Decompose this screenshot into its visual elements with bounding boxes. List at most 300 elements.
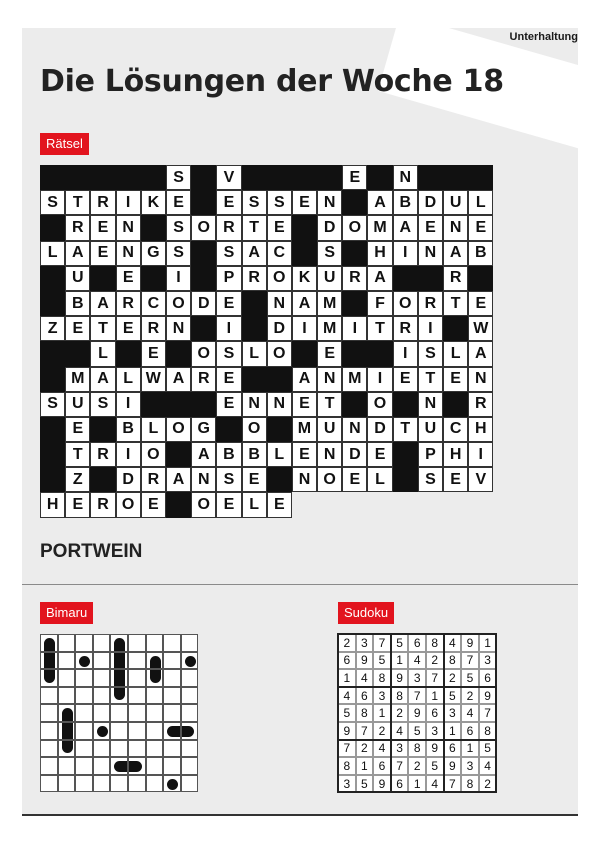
crossword-letter-cell: L [468, 190, 493, 215]
crossword-label: Rätsel [40, 133, 89, 155]
bimaru-ship-part [150, 656, 161, 669]
crossword-letter-cell: M [317, 291, 342, 316]
sudoku-cell: 1 [391, 652, 409, 670]
crossword-black-cell [116, 341, 141, 366]
sudoku-cell: 3 [391, 740, 409, 758]
bimaru-cell [110, 704, 128, 722]
crossword-black-cell [342, 190, 367, 215]
crossword-letter-cell: O [393, 291, 418, 316]
sudoku-cell: 1 [373, 704, 391, 722]
bimaru-cell [163, 775, 181, 793]
bimaru-cell [146, 634, 164, 652]
crossword-letter-cell: O [317, 467, 342, 492]
crossword-letter-cell: E [90, 215, 115, 240]
bimaru-cell [58, 704, 76, 722]
bimaru-cell [93, 652, 111, 670]
crossword-letter-cell: U [65, 266, 90, 291]
crossword-black-cell [40, 367, 65, 392]
crossword-letter-cell: R [90, 190, 115, 215]
bimaru-cell [110, 775, 128, 793]
crossword-letter-cell: G [141, 241, 166, 266]
bimaru-cell [58, 652, 76, 670]
crossword-letter-cell: S [216, 241, 241, 266]
sudoku-cell: 1 [338, 669, 356, 687]
sudoku-cell: 4 [426, 775, 444, 793]
bimaru-cell [40, 687, 58, 705]
crossword-black-cell [242, 316, 267, 341]
bimaru-ship-part [62, 741, 73, 754]
crossword-letter-cell: A [166, 367, 191, 392]
crossword-letter-cell: O [166, 291, 191, 316]
sudoku-cell: 7 [356, 722, 374, 740]
sudoku-cell: 8 [391, 687, 409, 705]
bimaru-cell [75, 687, 93, 705]
crossword-letter-cell: I [166, 266, 191, 291]
bimaru-ship-single [97, 726, 108, 737]
crossword-letter-cell: E [342, 467, 367, 492]
sudoku-cell: 3 [356, 634, 374, 652]
sudoku-cell: 6 [426, 704, 444, 722]
crossword-letter-cell: I [367, 367, 392, 392]
sudoku-cell: 2 [373, 722, 391, 740]
sudoku-cell: 4 [461, 704, 479, 722]
sudoku-cell: 2 [444, 669, 462, 687]
sudoku-cell: 7 [408, 687, 426, 705]
crossword-letter-cell: E [90, 241, 115, 266]
bimaru-cell [181, 634, 199, 652]
sudoku-cell: 3 [373, 687, 391, 705]
crossword-black-cell [191, 241, 216, 266]
bimaru-ship-part [44, 670, 55, 683]
crossword-letter-cell: P [216, 266, 241, 291]
bimaru-cell [75, 652, 93, 670]
crossword-black-cell [292, 241, 317, 266]
bimaru-cell [181, 704, 199, 722]
crossword-grid [40, 165, 493, 518]
crossword-letter-cell: I [216, 316, 241, 341]
crossword-letter-cell: E [141, 341, 166, 366]
crossword-letter-cell: M [367, 215, 392, 240]
bimaru-cell [163, 669, 181, 687]
crossword-black-cell [90, 467, 115, 492]
crossword-letter-cell: E [267, 215, 292, 240]
crossword-letter-cell: C [443, 417, 468, 442]
crossword-letter-cell: O [191, 341, 216, 366]
crossword-black-cell [267, 367, 292, 392]
crossword-letter-cell: O [116, 492, 141, 517]
crossword-black-cell [242, 291, 267, 316]
crossword-letter-cell: O [267, 341, 292, 366]
crossword-black-cell [342, 241, 367, 266]
crossword-letter-cell: E [468, 215, 493, 240]
crossword-letter-cell: N [317, 442, 342, 467]
crossword-empty [393, 492, 418, 517]
crossword-letter-cell: R [216, 215, 241, 240]
sudoku-cell: 1 [444, 722, 462, 740]
crossword-letter-cell: D [267, 316, 292, 341]
bimaru-cell [40, 669, 58, 687]
sudoku-cell: 7 [426, 669, 444, 687]
crossword-letter-cell: R [90, 492, 115, 517]
crossword-letter-cell: H [443, 442, 468, 467]
sudoku-cell: 8 [356, 704, 374, 722]
crossword-letter-cell: L [141, 417, 166, 442]
crossword-empty [367, 492, 392, 517]
bimaru-cell [128, 634, 146, 652]
crossword-letter-cell: S [166, 165, 191, 190]
crossword-letter-cell: T [65, 190, 90, 215]
bimaru-cell [163, 757, 181, 775]
bimaru-cell [40, 775, 58, 793]
bimaru-cell [58, 669, 76, 687]
sudoku-cell: 5 [356, 775, 374, 793]
sudoku-cell: 5 [444, 687, 462, 705]
page-title: Die Lösungen der Woche 18 [40, 64, 504, 99]
crossword-letter-cell: S [216, 341, 241, 366]
sudoku-cell: 2 [408, 757, 426, 775]
bimaru-cell [163, 704, 181, 722]
sudoku-cell: 7 [461, 652, 479, 670]
crossword-letter-cell: S [242, 190, 267, 215]
crossword-letter-cell: N [166, 316, 191, 341]
crossword-letter-cell: V [468, 467, 493, 492]
bimaru-cell [40, 634, 58, 652]
crossword-black-cell [443, 316, 468, 341]
crossword-letter-cell: M [292, 417, 317, 442]
crossword-black-cell [166, 341, 191, 366]
sudoku-cell: 3 [426, 722, 444, 740]
bimaru-cell [128, 775, 146, 793]
crossword-letter-cell: U [317, 266, 342, 291]
crossword-letter-cell: E [216, 190, 241, 215]
crossword-letter-cell: E [216, 392, 241, 417]
bimaru-cell [110, 634, 128, 652]
crossword-letter-cell: S [40, 392, 65, 417]
bimaru-cell [93, 740, 111, 758]
crossword-letter-cell: Z [65, 467, 90, 492]
bimaru-ship-part [129, 761, 142, 772]
bimaru-cell [181, 740, 199, 758]
bimaru-ship-part [114, 638, 125, 651]
bimaru-cell [93, 687, 111, 705]
crossword-letter-cell: D [367, 417, 392, 442]
crossword-letter-cell: F [367, 291, 392, 316]
bimaru-cell [58, 775, 76, 793]
crossword-black-cell [65, 341, 90, 366]
bimaru-ship-part [182, 726, 195, 737]
bimaru-cell [146, 775, 164, 793]
crossword-letter-cell: E [292, 392, 317, 417]
crossword-letter-cell: N [242, 392, 267, 417]
crossword-solution: PORTWEIN [40, 541, 143, 562]
crossword-letter-cell: S [267, 190, 292, 215]
crossword-letter-cell: E [65, 492, 90, 517]
bimaru-cell [128, 704, 146, 722]
bimaru-cell [93, 722, 111, 740]
crossword-letter-cell: A [292, 291, 317, 316]
sudoku-cell: 6 [338, 652, 356, 670]
bimaru-label: Bimaru [40, 602, 93, 624]
sudoku-cell: 9 [444, 757, 462, 775]
sudoku-cell: 6 [408, 634, 426, 652]
crossword-black-cell [292, 165, 317, 190]
sudoku-cell: 3 [338, 775, 356, 793]
crossword-letter-cell: E [267, 492, 292, 517]
sudoku-cell: 7 [373, 634, 391, 652]
bimaru-ship-part [114, 653, 125, 669]
bimaru-cell [163, 722, 181, 740]
crossword-black-cell [90, 165, 115, 190]
bimaru-cell [128, 740, 146, 758]
bimaru-cell [146, 722, 164, 740]
sudoku-cell: 4 [408, 652, 426, 670]
sudoku-cell: 6 [444, 740, 462, 758]
bimaru-ship-single [79, 656, 90, 667]
bimaru-cell [110, 687, 128, 705]
crossword-letter-cell: E [317, 341, 342, 366]
crossword-letter-cell: U [317, 417, 342, 442]
crossword-letter-cell: I [116, 392, 141, 417]
bimaru-ship-part [44, 638, 55, 651]
sudoku-cell: 6 [479, 669, 497, 687]
crossword-black-cell [292, 215, 317, 240]
sudoku-cell: 1 [408, 775, 426, 793]
crossword-letter-cell: R [191, 367, 216, 392]
crossword-letter-cell: V [216, 165, 241, 190]
sudoku-cell: 2 [479, 775, 497, 793]
crossword-black-cell [166, 492, 191, 517]
crossword-black-cell [141, 165, 166, 190]
bimaru-cell [75, 740, 93, 758]
crossword-letter-cell: O [242, 417, 267, 442]
crossword-letter-cell: W [141, 367, 166, 392]
crossword-letter-cell: L [90, 341, 115, 366]
bimaru-cell [93, 704, 111, 722]
crossword-black-cell [393, 442, 418, 467]
bimaru-cell [181, 722, 199, 740]
bimaru-cell [75, 722, 93, 740]
crossword-letter-cell: D [342, 442, 367, 467]
sudoku-cell: 5 [479, 740, 497, 758]
crossword-black-cell [342, 291, 367, 316]
crossword-black-cell [317, 165, 342, 190]
crossword-letter-cell: E [367, 442, 392, 467]
crossword-letter-cell: B [216, 442, 241, 467]
bimaru-cell [40, 722, 58, 740]
crossword-letter-cell: P [418, 442, 443, 467]
crossword-black-cell [40, 467, 65, 492]
sudoku-cell: 4 [338, 687, 356, 705]
crossword-black-cell [40, 417, 65, 442]
crossword-letter-cell: B [242, 442, 267, 467]
sudoku-cell: 3 [479, 652, 497, 670]
crossword-letter-cell: E [216, 291, 241, 316]
sudoku-cell: 3 [461, 757, 479, 775]
crossword-letter-cell: G [191, 417, 216, 442]
sudoku-cell: 5 [461, 669, 479, 687]
sudoku-cell: 4 [479, 757, 497, 775]
crossword-letter-cell: E [292, 442, 317, 467]
crossword-letter-cell: A [367, 266, 392, 291]
crossword-letter-cell: N [267, 392, 292, 417]
bimaru-cell [58, 687, 76, 705]
bimaru-cell [93, 669, 111, 687]
sudoku-cell: 4 [356, 669, 374, 687]
bimaru-cell [93, 757, 111, 775]
crossword-letter-cell: A [292, 367, 317, 392]
crossword-letter-cell: T [367, 316, 392, 341]
crossword-letter-cell: K [292, 266, 317, 291]
bimaru-cell [110, 740, 128, 758]
sudoku-cell: 7 [391, 757, 409, 775]
crossword-letter-cell: H [468, 417, 493, 442]
bimaru-ship-part [150, 670, 161, 683]
bimaru-cell [58, 634, 76, 652]
sudoku-grid [338, 634, 496, 792]
bimaru-cell [40, 704, 58, 722]
crossword-letter-cell: S [418, 467, 443, 492]
sudoku-cell: 5 [426, 757, 444, 775]
crossword-letter-cell: E [393, 367, 418, 392]
crossword-black-cell [166, 392, 191, 417]
crossword-letter-cell: O [166, 417, 191, 442]
bimaru-cell [163, 652, 181, 670]
crossword-letter-cell: A [242, 241, 267, 266]
crossword-black-cell [40, 266, 65, 291]
crossword-letter-cell: A [90, 291, 115, 316]
crossword-letter-cell: T [65, 442, 90, 467]
sudoku-cell: 6 [391, 775, 409, 793]
crossword-black-cell [393, 392, 418, 417]
crossword-black-cell [40, 442, 65, 467]
sudoku-cell: 9 [408, 704, 426, 722]
crossword-letter-cell: U [65, 392, 90, 417]
crossword-letter-cell: L [443, 341, 468, 366]
crossword-black-cell [443, 392, 468, 417]
sudoku-cell: 7 [338, 740, 356, 758]
crossword-letter-cell: C [141, 291, 166, 316]
crossword-letter-cell: E [116, 316, 141, 341]
crossword-letter-cell: T [418, 367, 443, 392]
crossword-letter-cell: A [90, 367, 115, 392]
crossword-black-cell [468, 266, 493, 291]
bimaru-cell [58, 722, 76, 740]
crossword-letter-cell: N [393, 165, 418, 190]
sudoku-cell: 8 [408, 740, 426, 758]
crossword-letter-cell: T [242, 215, 267, 240]
crossword-letter-cell: S [166, 241, 191, 266]
sudoku-cell: 9 [426, 740, 444, 758]
sudoku-cell: 8 [444, 652, 462, 670]
crossword-letter-cell: R [418, 291, 443, 316]
bimaru-cell [58, 757, 76, 775]
crossword-letter-cell: S [418, 341, 443, 366]
sudoku-cell: 4 [373, 740, 391, 758]
crossword-letter-cell: R [342, 266, 367, 291]
crossword-black-cell [267, 467, 292, 492]
crossword-letter-cell: A [468, 341, 493, 366]
crossword-letter-cell: B [65, 291, 90, 316]
bimaru-cell [93, 634, 111, 652]
crossword-black-cell [342, 392, 367, 417]
bimaru-cell [128, 687, 146, 705]
bimaru-cell [58, 740, 76, 758]
crossword-letter-cell: N [191, 467, 216, 492]
crossword-letter-cell: N [116, 215, 141, 240]
crossword-black-cell [191, 392, 216, 417]
sudoku-cell: 9 [338, 722, 356, 740]
crossword-letter-cell: E [443, 467, 468, 492]
crossword-letter-cell: M [342, 367, 367, 392]
crossword-empty [468, 492, 493, 517]
crossword-letter-cell: W [468, 316, 493, 341]
crossword-letter-cell: S [166, 215, 191, 240]
crossword-letter-cell: O [191, 492, 216, 517]
bimaru-cell [110, 722, 128, 740]
crossword-letter-cell: S [40, 190, 65, 215]
crossword-black-cell [191, 190, 216, 215]
sudoku-cell: 8 [461, 775, 479, 793]
crossword-letter-cell: R [65, 215, 90, 240]
crossword-letter-cell: N [116, 241, 141, 266]
sudoku-cell: 1 [426, 687, 444, 705]
bimaru-ship-part [62, 708, 73, 721]
bimaru-cell [75, 775, 93, 793]
crossword-letter-cell: D [116, 467, 141, 492]
crossword-letter-cell: T [90, 316, 115, 341]
sudoku-cell: 2 [391, 704, 409, 722]
crossword-letter-cell: E [443, 367, 468, 392]
crossword-letter-cell: R [468, 392, 493, 417]
bottom-rule [22, 814, 578, 816]
crossword-letter-cell: T [317, 392, 342, 417]
crossword-black-cell [367, 165, 392, 190]
sudoku-cell: 5 [391, 634, 409, 652]
crossword-letter-cell: L [242, 492, 267, 517]
sudoku-cell: 9 [479, 687, 497, 705]
bimaru-cell [181, 775, 199, 793]
crossword-letter-cell: S [317, 241, 342, 266]
crossword-letter-cell: N [267, 291, 292, 316]
crossword-letter-cell: E [216, 492, 241, 517]
bimaru-cell [181, 687, 199, 705]
crossword-black-cell [191, 165, 216, 190]
bimaru-cell [163, 687, 181, 705]
crossword-black-cell [116, 165, 141, 190]
sudoku-cell: 5 [373, 652, 391, 670]
crossword-empty [418, 492, 443, 517]
crossword-letter-cell: O [267, 266, 292, 291]
sudoku-cell: 6 [356, 687, 374, 705]
sudoku-cell: 1 [461, 740, 479, 758]
crossword-letter-cell: R [116, 291, 141, 316]
crossword-black-cell [141, 392, 166, 417]
crossword-letter-cell: L [267, 442, 292, 467]
sudoku-cell: 3 [444, 704, 462, 722]
sudoku-cell: 4 [391, 722, 409, 740]
crossword-black-cell [242, 367, 267, 392]
crossword-letter-cell: N [443, 215, 468, 240]
bimaru-cell [110, 757, 128, 775]
sudoku-cell: 7 [479, 704, 497, 722]
crossword-black-cell [40, 215, 65, 240]
crossword-black-cell [216, 417, 241, 442]
section-tag: Unterhaltung [509, 31, 578, 43]
crossword-black-cell [242, 165, 267, 190]
bimaru-cell [110, 669, 128, 687]
crossword-letter-cell: N [468, 367, 493, 392]
crossword-letter-cell: D [191, 291, 216, 316]
